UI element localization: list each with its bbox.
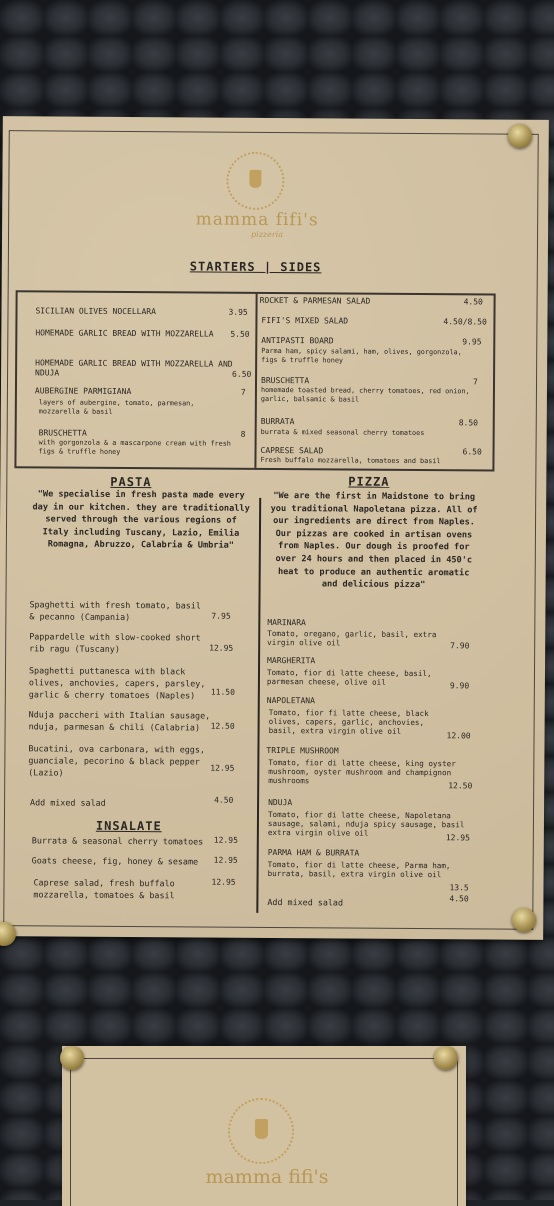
pizza-desc: Tomato, fior di latte cheese, basil, parmesan cheese, olive oil bbox=[266, 667, 432, 687]
pasta-item: Bucatini, ova carbonara, with eggs, guanciale, pecorino & black pepper (Lazio) bbox=[28, 743, 205, 778]
starter-desc: Fresh buffalo mozzarella, tomatoes and basil bbox=[260, 455, 441, 466]
pizza-price: 13.5 bbox=[449, 883, 469, 893]
pizza-desc: Tomato, fior di latte cheese, king oyster mushroom, oyster mushroom and champignon mushrooms bbox=[268, 757, 456, 786]
starter-price: 4.50 bbox=[463, 297, 483, 307]
pizza-desc: Tomato, fior di latte cheese, Napoletana sausage, salami, nduja spicy sausage, basil extra virgin olive oil bbox=[267, 809, 465, 838]
starter-item: SICILIAN OLIVES NOCELLARA bbox=[35, 306, 156, 317]
insalate-item: Goats cheese, fig, honey & sesame bbox=[31, 855, 199, 867]
starter-price: 6.50 bbox=[462, 447, 482, 457]
pasta-price: 11.50 bbox=[210, 687, 235, 697]
starters-heading: STARTERS | SIDES bbox=[189, 259, 322, 275]
wine-glass-logo-icon bbox=[228, 1098, 294, 1164]
starter-price: 8 bbox=[240, 429, 246, 439]
starter-item: FIFI'S MIXED SALAD bbox=[261, 315, 349, 326]
pizza-price: 9.90 bbox=[449, 681, 470, 691]
starter-price: 5.50 bbox=[230, 329, 250, 339]
starter-item: BRUSCHETTA bbox=[38, 428, 87, 438]
pasta-item: Pappardelle with slow-cooked short rib ragu (Tuscany) bbox=[29, 631, 201, 654]
pizza-price: 12.95 bbox=[445, 833, 470, 843]
brand-sub: pizzeria bbox=[251, 229, 284, 240]
pushpin-icon bbox=[60, 1046, 84, 1070]
starter-price: 8.50 bbox=[458, 418, 479, 428]
pizza-heading: PIZZA bbox=[348, 474, 390, 489]
insalate-item: Burrata & seasonal cherry tomatoes bbox=[31, 835, 204, 847]
pushpin-icon bbox=[508, 124, 532, 148]
starter-price: 7 bbox=[472, 377, 478, 387]
starter-price: 3.95 bbox=[228, 307, 248, 317]
pasta-item: Add mixed salad bbox=[30, 797, 106, 808]
pizza-item: MARINARA bbox=[267, 617, 306, 628]
brand-name: mamma fifi's bbox=[205, 1166, 329, 1188]
second-menu-card bbox=[62, 1046, 466, 1206]
pizza-desc: Tomato, oregano, garlic, basil, extra virgin olive oil bbox=[267, 628, 437, 648]
insalate-price: 12.95 bbox=[213, 835, 238, 845]
starter-item: CAPRESE SALAD bbox=[260, 445, 324, 456]
starter-price: 7 bbox=[240, 387, 246, 397]
pizza-item: NAPOLETANA bbox=[266, 695, 315, 706]
pasta-item: Spaghetti with fresh tomato, basil & pecanno (Campania) bbox=[29, 599, 201, 623]
starter-item: ROCKET & PARMESAN SALAD bbox=[259, 295, 371, 306]
starter-desc: layers of aubergine, tomato, parmesan, mozzarella & basil bbox=[38, 398, 195, 416]
pasta-item: Nduja paccheri with Italian sausage, nduja, parmesan & chili (Calabria) bbox=[28, 709, 211, 733]
wine-glass-logo-icon bbox=[226, 152, 284, 210]
pasta-heading: PASTA bbox=[110, 474, 152, 490]
insalate-item: Caprese salad, fresh buffalo mozzarella, tomatoes & basil bbox=[33, 877, 175, 901]
pizza-quote: "We are the first in Maidstone to bring you traditional Napoletana pizza. All of our ingredients are direct from Naples. Our pizzas are cooked in artisan ovens from Naples. Our dough is proofed for over 24 hours and then placed in 450'c heat to produce an authentic aromatic and delicious pizza" bbox=[270, 491, 478, 591]
pushpin-icon bbox=[434, 1046, 458, 1070]
pizza-desc: Tomato, fior di latte cheese, Parma ham, burrata, basil, extra virgin olive oil bbox=[267, 859, 451, 880]
pasta-price: 7.95 bbox=[211, 611, 231, 621]
brand-name: mamma fifi's bbox=[195, 209, 319, 231]
insalate-price: 12.95 bbox=[213, 855, 238, 865]
pasta-price: 4.50 bbox=[214, 795, 234, 805]
starter-item: BURRATA bbox=[260, 416, 295, 427]
starter-item: ANTIPASTI BOARD bbox=[261, 335, 334, 346]
pasta-price: 12.95 bbox=[210, 763, 235, 773]
pizza-item: PARMA HAM & BURRATA bbox=[267, 847, 360, 858]
starter-desc: burrata & mixed seasonal cherry tomatoes bbox=[260, 427, 425, 438]
pizza-price: 7.90 bbox=[450, 641, 470, 651]
pasta-price: 12.95 bbox=[209, 643, 234, 653]
starter-item: AUBERGINE PARMIGIANA bbox=[34, 386, 132, 397]
starter-desc: Parma ham, spicy salami, ham, olives, gorgonzola, figs & truffle honey bbox=[261, 346, 462, 365]
menu-sheet bbox=[0, 116, 549, 940]
starter-price: 9.95 bbox=[462, 337, 482, 347]
starter-desc: homemade toasted bread, cherry tomatoes, red onion, garlic, balsamic & basil bbox=[260, 385, 470, 404]
pushpin-icon bbox=[512, 908, 536, 932]
starter-item: BRUSCHETTA bbox=[260, 375, 310, 386]
insalate-heading: INSALATE bbox=[95, 818, 162, 834]
pasta-quote: "We specialise in fresh pasta made every day in our kitchen. they are traditionally served through the various regions of Italy including Tuscany, Lazio, Emilia Romagna, Abruzzo, Calabria & Umbria" bbox=[32, 489, 250, 552]
starter-desc: with gorgonzola & a mascarpone cream with fresh figs & truffle honey bbox=[38, 438, 231, 456]
pizza-desc: Tomato, fior fi latte cheese, black olives, capers, garlic, anchovies, basil, extra virgin olive oil bbox=[268, 707, 429, 736]
pizza-item: TRIPLE MUSHROOM bbox=[266, 745, 339, 756]
pizza-price: 12.00 bbox=[446, 731, 471, 741]
pasta-price: 12.50 bbox=[210, 721, 235, 731]
pizza-price: 12.50 bbox=[448, 781, 473, 791]
pizza-price: 4.50 bbox=[449, 894, 469, 904]
pizza-item: MARGHERITA bbox=[267, 655, 316, 666]
starter-price: 4.50/8.50 bbox=[443, 317, 487, 327]
pizza-item: Add mixed salad bbox=[267, 896, 344, 908]
starter-item: HOMEMADE GARLIC BREAD WITH MOZZARELLA bbox=[35, 328, 214, 339]
pizza-item: NDUJA bbox=[268, 797, 293, 808]
starter-price: 6.50 bbox=[232, 369, 252, 379]
insalate-price: 12.95 bbox=[211, 877, 236, 887]
pasta-item: Spaghetti puttanesca with black olives, anchovies, capers, parsley, garlic & cherry tomatoes (Naples) bbox=[28, 665, 206, 701]
starter-item: HOMEMADE GARLIC BREAD WITH MOZZARELLA AND NDUJA bbox=[35, 358, 233, 378]
